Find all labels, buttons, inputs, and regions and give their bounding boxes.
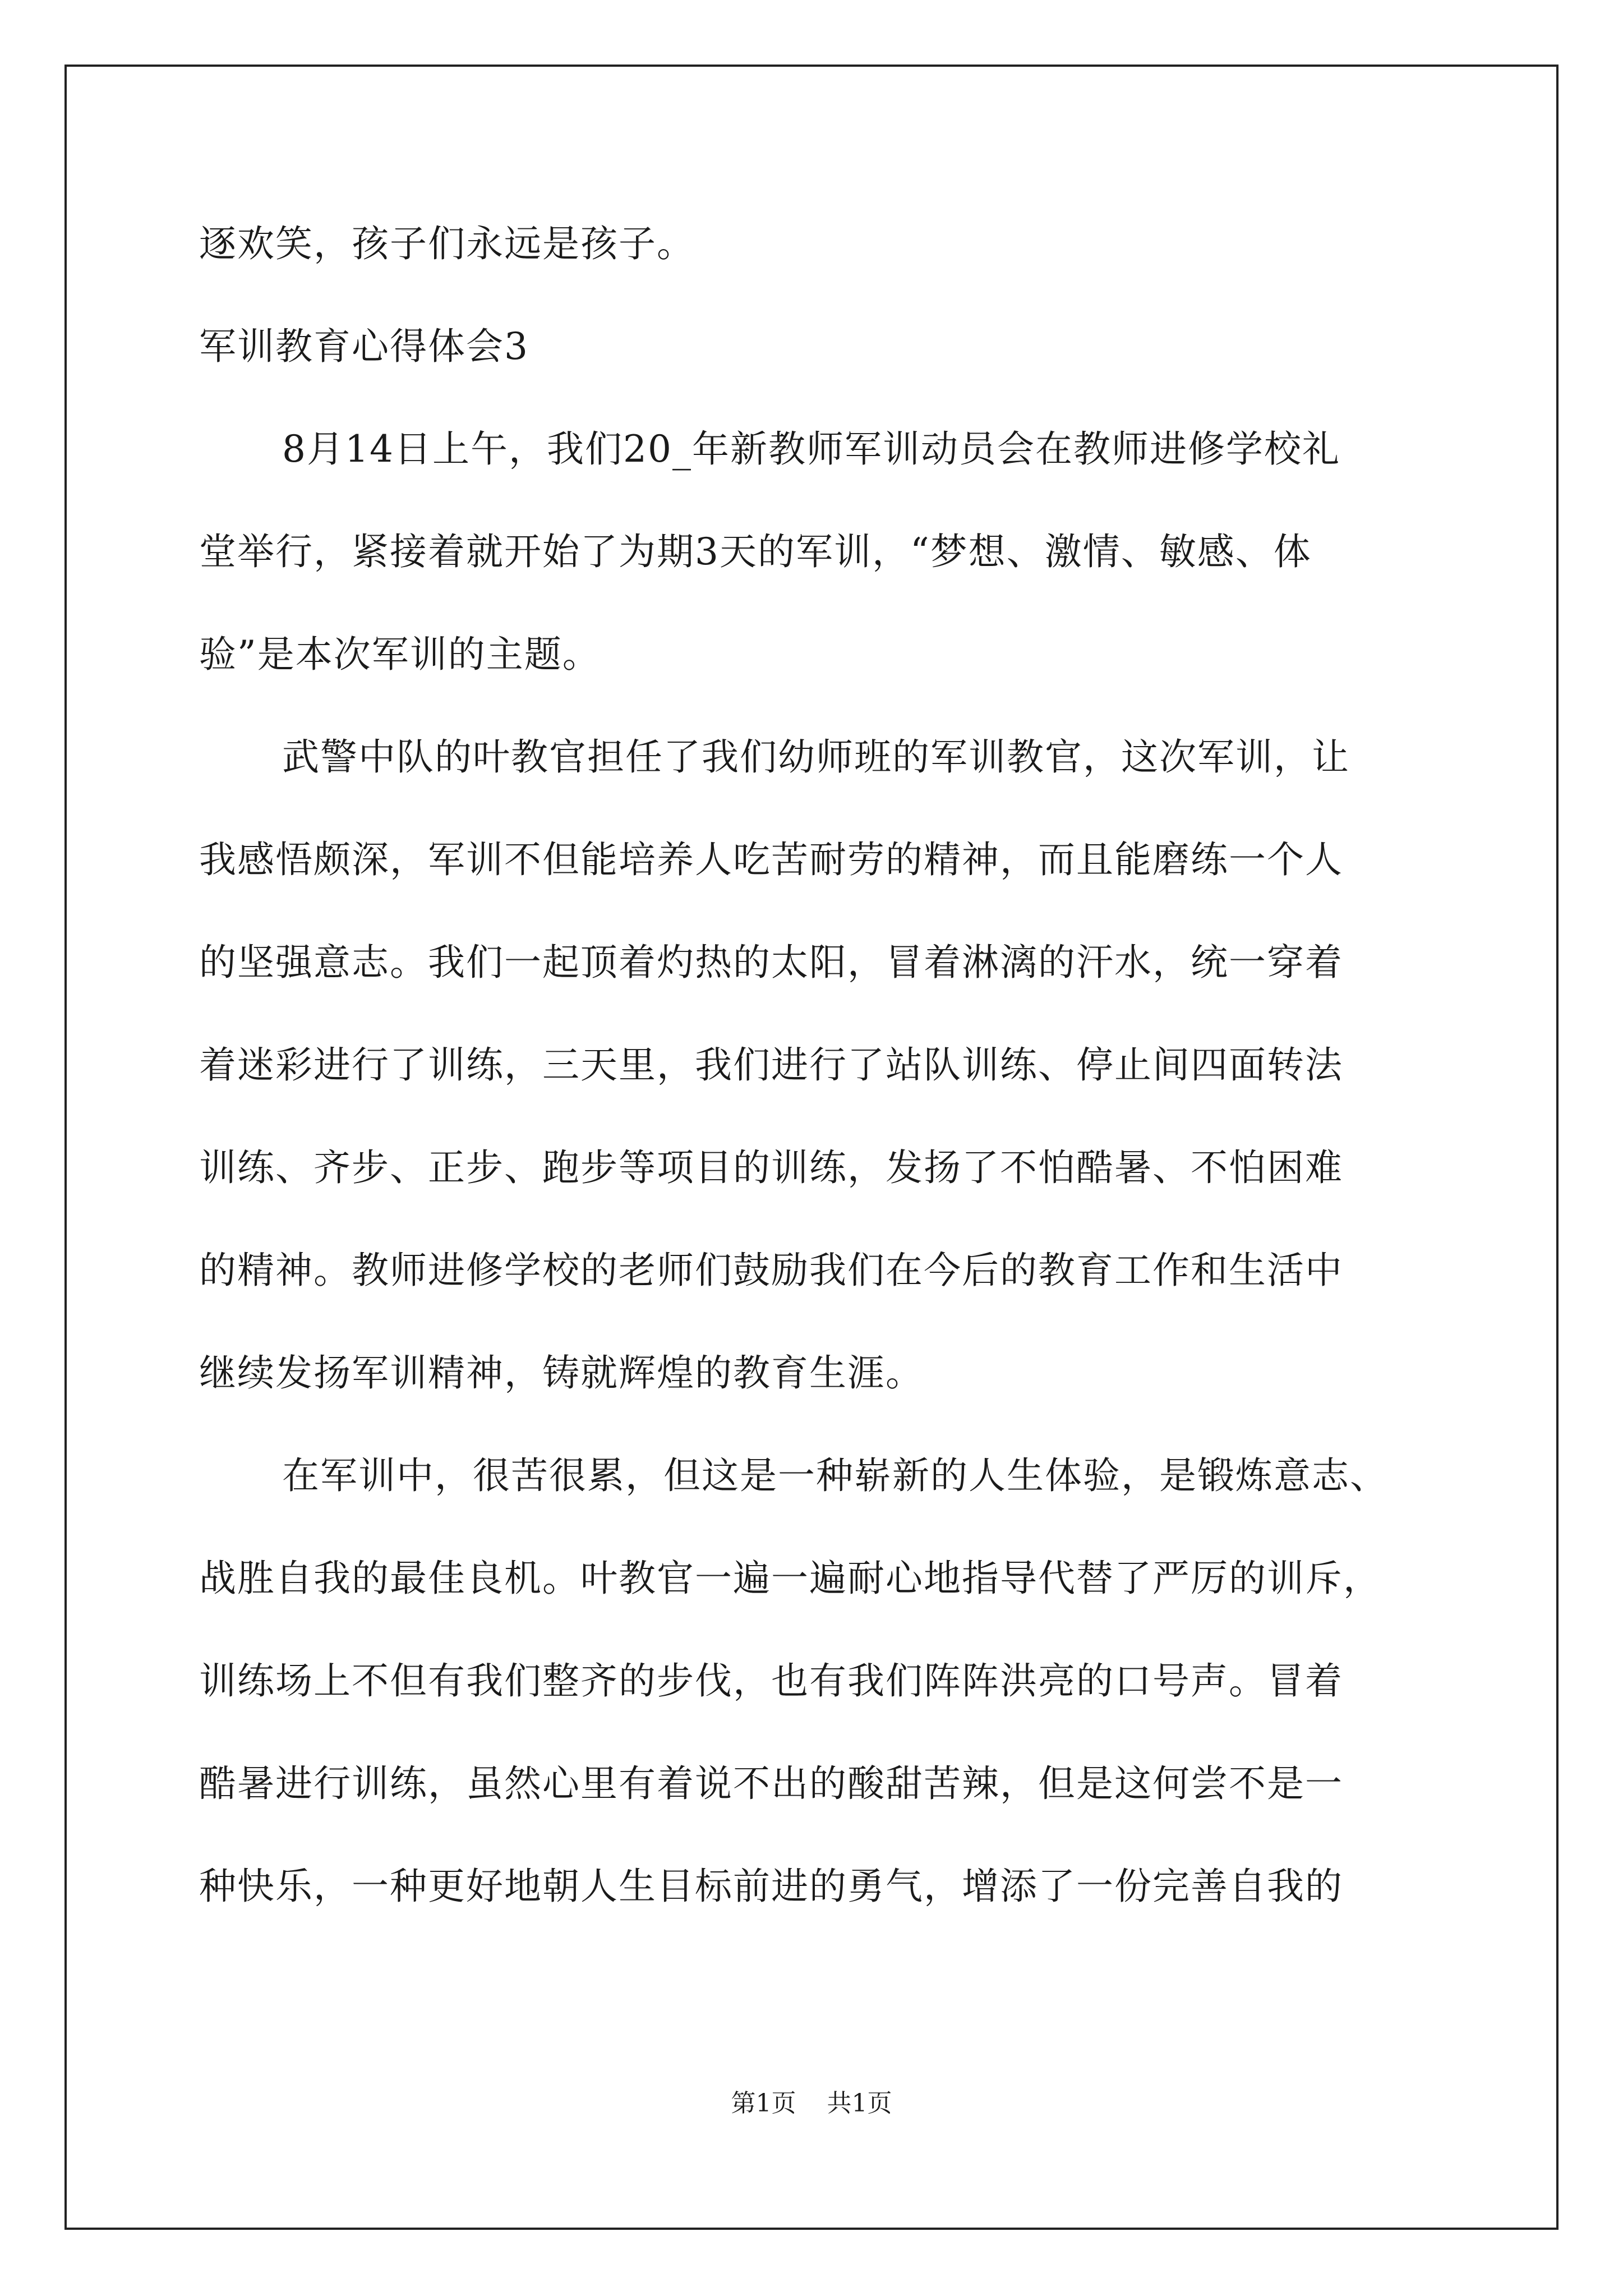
paragraph-line: 逐欢笑，孩子们永远是孩子。 [199,222,695,265]
page-footer [0,2087,1623,2120]
paragraph-line: 训练场上不但有我们整齐的步伐，也有我们阵阵洪亮的口号声。冒着 [199,1659,1343,1703]
paragraph-line: 8月14日上午，我们20_年新教师军训动员会在教师进修学校礼 [282,427,1340,471]
document-body [199,219,1433,1964]
paragraph-line: 战胜自我的最佳良机。叶教官一遍一遍耐心地指导代替了严厉的训斥， [199,1557,1381,1600]
paragraph-line: 继续发扬军训精神，铸就辉煌的教育生涯。 [199,1351,924,1395]
paragraph-line: 在军训中，很苦很累，但这是一种崭新的人生体验，是锻炼意志、 [282,1454,1388,1497]
paragraph-line: 着迷彩进行了训练，三天里，我们进行了站队训练、停止间四面转法 [199,1043,1343,1087]
paragraph-line: 我感悟颇深，军训不但能培养人吃苦耐劳的精神，而且能磨练一个人 [199,838,1343,881]
page-number: 第1页 [731,2089,796,2118]
section-heading: 军训教育心得体会3 [199,325,529,368]
paragraph-line: 的坚强意志。我们一起顶着灼热的太阳，冒着淋漓的汗水，统一穿着 [199,941,1343,984]
paragraph-line: 的精神。教师进修学校的老师们鼓励我们在今后的教育工作和生活中 [199,1249,1343,1292]
paragraph-line: 验”是本次军训的主题。 [199,633,601,676]
paragraph-line: 酷暑进行训练，虽然心里有着说不出的酸甜苦辣，但是这何尝不是一 [199,1762,1343,1805]
page-total: 共1页 [827,2089,892,2118]
paragraph-line: 训练、齐步、正步、跑步等项目的训练，发扬了不怕酷暑、不怕困难 [199,1146,1343,1189]
paragraph-line: 种快乐，一种更好地朝人生目标前进的勇气，增添了一份完善自我的 [199,1865,1343,1908]
paragraph-line: 堂举行，紧接着就开始了为期3天的军训，“梦想、激情、敏感、体 [199,530,1312,573]
paragraph-line: 武警中队的叶教官担任了我们幼师班的军训教官，这次军训，让 [282,735,1350,779]
